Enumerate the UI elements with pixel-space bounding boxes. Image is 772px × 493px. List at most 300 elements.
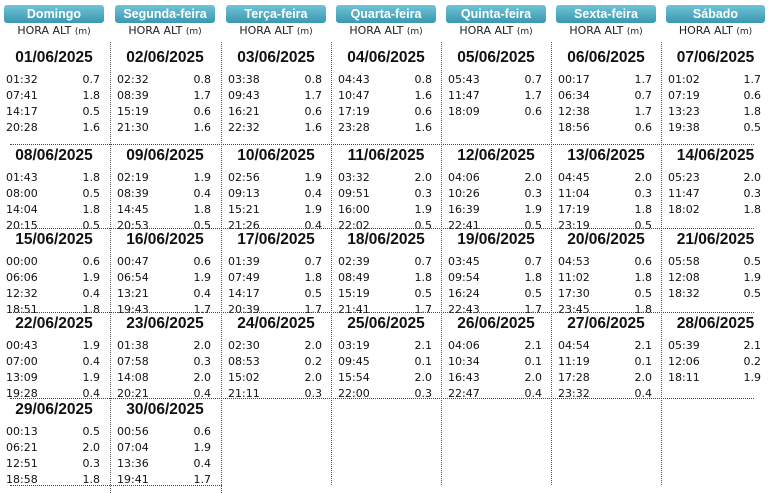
- day-cell: [332, 145, 440, 232]
- day-header: Segunda-feira: [115, 5, 215, 23]
- tide-time: 06:54: [117, 271, 149, 284]
- tide-height: 2.0: [524, 171, 542, 184]
- tide-time: 08:53: [228, 355, 260, 368]
- tide-time: 05:39: [668, 339, 700, 352]
- subheader-unit: (m): [406, 27, 423, 37]
- column-divider: [441, 42, 442, 485]
- tide-time: 10:26: [448, 187, 480, 200]
- row-divider: [10, 485, 222, 486]
- day-cell: [0, 313, 108, 400]
- tide-row: [222, 171, 330, 187]
- tide-time: 00:17: [558, 73, 590, 86]
- tide-height: 0.8: [193, 73, 211, 86]
- day-date: 25/06/2025: [347, 315, 425, 332]
- day-date: 08/06/2025: [15, 147, 93, 164]
- tide-time: 23:32: [558, 387, 590, 400]
- tide-time: 15:21: [228, 203, 260, 216]
- tide-height: 0.6: [193, 425, 211, 438]
- tide-height: 2.0: [82, 441, 100, 454]
- tide-row: [111, 473, 219, 489]
- tide-time: 12:32: [6, 287, 38, 300]
- tide-row: [552, 255, 660, 271]
- tide-height: 0.4: [193, 457, 211, 470]
- tide-row: [222, 387, 330, 403]
- tide-height: 0.4: [634, 387, 652, 400]
- tide-height: 0.5: [193, 219, 211, 232]
- tide-height: 0.6: [193, 255, 211, 268]
- day-date: 18/06/2025: [347, 231, 425, 248]
- row-divider: [10, 398, 754, 399]
- tide-row: [111, 187, 219, 203]
- tide-row: [442, 371, 550, 387]
- tide-height: 1.9: [743, 271, 761, 284]
- tide-time: 15:02: [228, 371, 260, 384]
- tide-height: 1.8: [82, 89, 100, 102]
- tide-height: 1.9: [193, 271, 211, 284]
- tide-height: 1.7: [193, 89, 211, 102]
- tide-height: 2.1: [634, 339, 652, 352]
- tide-time: 23:19: [558, 219, 590, 232]
- tide-height: 1.8: [743, 203, 761, 216]
- tide-height: 0.4: [304, 187, 322, 200]
- tide-height: 0.5: [414, 219, 432, 232]
- tide-time: 20:15: [6, 219, 38, 232]
- tide-time: 11:47: [448, 89, 480, 102]
- tide-height: 0.3: [743, 187, 761, 200]
- tide-row: [0, 121, 108, 137]
- tide-height: 1.7: [193, 303, 211, 316]
- day-cell: [111, 313, 219, 400]
- day-cell: [111, 47, 219, 134]
- tide-row: [662, 105, 769, 121]
- tide-time: 00:00: [6, 255, 38, 268]
- tide-time: 07:00: [6, 355, 38, 368]
- tide-height: 2.0: [414, 171, 432, 184]
- tide-time: 23:28: [338, 121, 370, 134]
- tide-height: 1.7: [524, 303, 542, 316]
- tide-time: 06:34: [558, 89, 590, 102]
- tide-time: 01:39: [228, 255, 260, 268]
- day-cell: [442, 229, 550, 316]
- tide-time: 12:06: [668, 355, 700, 368]
- tide-row: [332, 187, 440, 203]
- tide-time: 07:19: [668, 89, 700, 102]
- tide-time: 16:43: [448, 371, 480, 384]
- day-cell: [222, 313, 330, 400]
- day-date: 16/06/2025: [126, 231, 204, 248]
- day-date: 23/06/2025: [126, 315, 204, 332]
- tide-height: 1.9: [82, 371, 100, 384]
- tide-row: [0, 355, 108, 371]
- tide-height: 1.7: [414, 303, 432, 316]
- tide-height: 1.7: [524, 89, 542, 102]
- tide-time: 16:24: [448, 287, 480, 300]
- day-cell: [332, 47, 440, 134]
- tide-height: 0.5: [634, 219, 652, 232]
- subheader-alt: ALT: [274, 24, 297, 37]
- tide-row: [442, 355, 550, 371]
- tide-time: 09:43: [228, 89, 260, 102]
- tide-time: 22:47: [448, 387, 480, 400]
- tide-time: 20:39: [228, 303, 260, 316]
- tide-height: 0.5: [414, 287, 432, 300]
- column-subheader: [0, 24, 108, 38]
- tide-height: 0.6: [743, 89, 761, 102]
- column-divider: [661, 42, 662, 485]
- tide-row: [552, 73, 660, 89]
- tide-height: 1.7: [743, 73, 761, 86]
- tide-height: 0.6: [193, 105, 211, 118]
- tide-row: [0, 73, 108, 89]
- column-divider: [110, 42, 111, 493]
- day-date: 02/06/2025: [126, 49, 204, 66]
- day-header: Sexta-feira: [556, 5, 656, 23]
- tide-time: 10:47: [338, 89, 370, 102]
- tide-time: 03:19: [338, 339, 370, 352]
- tide-row: [442, 387, 550, 403]
- tide-row: [442, 287, 550, 303]
- tide-row: [111, 339, 219, 355]
- tide-row: [332, 387, 440, 403]
- tide-time: 04:54: [558, 339, 590, 352]
- tide-time: 07:58: [117, 355, 149, 368]
- tide-time: 12:51: [6, 457, 38, 470]
- tide-height: 1.8: [304, 271, 322, 284]
- day-date: 06/06/2025: [567, 49, 645, 66]
- day-header: Sábado: [666, 5, 765, 23]
- tide-time: 11:02: [558, 271, 590, 284]
- tide-row: [442, 203, 550, 219]
- tide-row: [111, 105, 219, 121]
- tide-row: [662, 355, 769, 371]
- tide-row: [0, 371, 108, 387]
- tide-time: 04:45: [558, 171, 590, 184]
- tide-row: [111, 355, 219, 371]
- tide-height: 0.3: [193, 355, 211, 368]
- tide-height: 0.2: [743, 355, 761, 368]
- tide-row: [442, 171, 550, 187]
- tide-row: [222, 255, 330, 271]
- tide-time: 02:32: [117, 73, 149, 86]
- tide-height: 0.6: [634, 255, 652, 268]
- day-cell: [442, 313, 550, 400]
- subheader-unit: (m): [74, 27, 91, 37]
- tide-time: 22:43: [448, 303, 480, 316]
- tide-height: 1.9: [82, 271, 100, 284]
- day-cell: [111, 229, 219, 316]
- tide-time: 20:28: [6, 121, 38, 134]
- tide-time: 09:13: [228, 187, 260, 200]
- subheader-unit: (m): [736, 27, 753, 37]
- tide-row: [222, 371, 330, 387]
- tide-time: 13:23: [668, 105, 700, 118]
- tide-time: 00:13: [6, 425, 38, 438]
- tide-row: [222, 287, 330, 303]
- tide-time: 12:38: [558, 105, 590, 118]
- day-date: 22/06/2025: [15, 315, 93, 332]
- tide-time: 03:45: [448, 255, 480, 268]
- tide-height: 1.6: [414, 89, 432, 102]
- tide-height: 2.1: [524, 339, 542, 352]
- day-cell: [442, 145, 550, 232]
- subheader-alt: ALT: [494, 24, 517, 37]
- tide-time: 02:39: [338, 255, 370, 268]
- tide-time: 02:56: [228, 171, 260, 184]
- tide-time: 22:02: [338, 219, 370, 232]
- tide-height: 0.5: [634, 287, 652, 300]
- tide-height: 0.3: [414, 187, 432, 200]
- tide-row: [111, 171, 219, 187]
- day-date: 01/06/2025: [15, 49, 93, 66]
- tide-height: 0.6: [634, 121, 652, 134]
- tide-row: [111, 73, 219, 89]
- tide-time: 14:08: [117, 371, 149, 384]
- tide-row: [442, 187, 550, 203]
- tide-row: [552, 371, 660, 387]
- tide-height: 1.6: [193, 121, 211, 134]
- tide-height: 1.9: [304, 171, 322, 184]
- tide-row: [0, 89, 108, 105]
- tide-height: 2.0: [634, 371, 652, 384]
- subheader-hora: HORA: [678, 24, 714, 37]
- tide-height: 0.5: [524, 219, 542, 232]
- tide-height: 0.1: [524, 355, 542, 368]
- tide-time: 13:36: [117, 457, 149, 470]
- tide-row: [222, 73, 330, 89]
- tide-time: 08:39: [117, 89, 149, 102]
- tide-row: [111, 457, 219, 473]
- day-date: 15/06/2025: [15, 231, 93, 248]
- day-date: 13/06/2025: [567, 147, 645, 164]
- tide-time: 04:06: [448, 171, 480, 184]
- tide-time: 00:47: [117, 255, 149, 268]
- tide-row: [111, 121, 219, 137]
- tide-time: 16:21: [228, 105, 260, 118]
- tide-row: [0, 171, 108, 187]
- tide-time: 01:02: [668, 73, 700, 86]
- tide-time: 14:45: [117, 203, 149, 216]
- tide-height: 1.7: [634, 73, 652, 86]
- tide-height: 0.5: [524, 287, 542, 300]
- subheader-unit: (m): [516, 27, 533, 37]
- day-cell: [0, 399, 108, 486]
- tide-height: 0.5: [743, 121, 761, 134]
- tide-row: [552, 287, 660, 303]
- tide-row: [332, 171, 440, 187]
- tide-time: 13:09: [6, 371, 38, 384]
- tide-row: [0, 339, 108, 355]
- tide-row: [552, 355, 660, 371]
- tide-height: 1.9: [193, 441, 211, 454]
- tide-height: 1.7: [193, 473, 211, 486]
- tide-row: [0, 441, 108, 457]
- day-date: 05/06/2025: [457, 49, 535, 66]
- tide-height: 0.7: [524, 73, 542, 86]
- day-cell: [332, 229, 440, 316]
- tide-height: 1.8: [82, 303, 100, 316]
- tide-height: 2.0: [414, 371, 432, 384]
- day-date: 11/06/2025: [347, 147, 425, 164]
- tide-row: [222, 339, 330, 355]
- tide-row: [332, 255, 440, 271]
- tide-height: 0.2: [304, 355, 322, 368]
- day-cell: [111, 145, 219, 232]
- tide-height: 1.9: [304, 203, 322, 216]
- day-cell: [662, 47, 769, 134]
- tide-height: 0.4: [82, 387, 100, 400]
- day-date: 26/06/2025: [457, 315, 535, 332]
- day-date: 10/06/2025: [237, 147, 315, 164]
- column-divider: [331, 42, 332, 485]
- tide-row: [662, 203, 769, 219]
- tide-height: 0.8: [304, 73, 322, 86]
- tide-time: 09:51: [338, 187, 370, 200]
- day-date: 29/06/2025: [15, 401, 93, 418]
- tide-row: [442, 255, 550, 271]
- day-cell: [552, 229, 660, 316]
- tide-row: [332, 271, 440, 287]
- tide-time: 23:45: [558, 303, 590, 316]
- row-divider: [10, 312, 754, 313]
- day-cell: [222, 229, 330, 316]
- day-cell: [111, 399, 219, 486]
- tide-height: 0.7: [82, 73, 100, 86]
- day-date: 07/06/2025: [676, 49, 755, 66]
- subheader-unit: (m): [296, 27, 313, 37]
- tide-height: 1.6: [304, 121, 322, 134]
- day-cell: [552, 313, 660, 400]
- tide-time: 18:51: [6, 303, 38, 316]
- tide-row: [442, 73, 550, 89]
- tide-height: 1.8: [524, 271, 542, 284]
- tide-row: [222, 89, 330, 105]
- tide-height: 0.4: [524, 387, 542, 400]
- tide-time: 18:11: [668, 371, 700, 384]
- day-date: 17/06/2025: [237, 231, 315, 248]
- tide-height: 2.0: [743, 171, 761, 184]
- tide-time: 15:54: [338, 371, 370, 384]
- column-subheader: [552, 24, 660, 38]
- tide-time: 19:43: [117, 303, 149, 316]
- tide-height: 0.4: [193, 387, 211, 400]
- day-cell: [662, 313, 769, 397]
- tide-row: [662, 287, 769, 303]
- tide-height: 1.7: [634, 105, 652, 118]
- subheader-alt: ALT: [384, 24, 407, 37]
- tide-time: 07:49: [228, 271, 260, 284]
- tide-row: [552, 339, 660, 355]
- column-subheader: [662, 24, 769, 38]
- day-date: 12/06/2025: [457, 147, 535, 164]
- tide-height: 1.6: [82, 121, 100, 134]
- day-cell: [0, 145, 108, 232]
- tide-row: [662, 271, 769, 287]
- tide-height: 0.5: [82, 187, 100, 200]
- tide-row: [442, 271, 550, 287]
- tide-height: 1.8: [82, 203, 100, 216]
- tide-row: [662, 73, 769, 89]
- tide-row: [0, 105, 108, 121]
- subheader-alt: ALT: [52, 24, 75, 37]
- column-divider: [221, 42, 222, 493]
- tide-time: 03:32: [338, 171, 370, 184]
- column-subheader: [442, 24, 550, 38]
- tide-row: [442, 339, 550, 355]
- tide-time: 22:00: [338, 387, 370, 400]
- day-cell: [222, 47, 330, 134]
- subheader-hora: HORA: [349, 24, 385, 37]
- subheader-hora: HORA: [17, 24, 53, 37]
- tide-time: 19:41: [117, 473, 149, 486]
- tide-time: 20:53: [117, 219, 149, 232]
- subheader-hora: HORA: [128, 24, 164, 37]
- tide-row: [0, 287, 108, 303]
- tide-row: [0, 457, 108, 473]
- day-date: 03/06/2025: [237, 49, 315, 66]
- subheader-unit: (m): [185, 27, 202, 37]
- tide-row: [222, 355, 330, 371]
- tide-row: [222, 105, 330, 121]
- tide-time: 18:09: [448, 105, 480, 118]
- tide-height: 1.8: [634, 303, 652, 316]
- tide-row: [332, 287, 440, 303]
- tide-height: 0.5: [82, 219, 100, 232]
- tide-height: 0.7: [524, 255, 542, 268]
- tide-height: 0.6: [414, 105, 432, 118]
- day-header: Quarta-feira: [336, 5, 436, 23]
- day-cell: [0, 229, 108, 316]
- tide-height: 0.7: [414, 255, 432, 268]
- tide-time: 06:21: [6, 441, 38, 454]
- tide-height: 1.9: [743, 371, 761, 384]
- tide-row: [222, 203, 330, 219]
- tide-time: 10:34: [448, 355, 480, 368]
- column-subheader: [332, 24, 440, 38]
- tide-row: [552, 387, 660, 403]
- tide-time: 08:39: [117, 187, 149, 200]
- tide-time: 07:41: [6, 89, 38, 102]
- tide-height: 0.7: [634, 89, 652, 102]
- tide-height: 0.5: [743, 287, 761, 300]
- subheader-alt: ALT: [604, 24, 627, 37]
- tide-time: 22:32: [228, 121, 260, 134]
- tide-time: 21:26: [228, 219, 260, 232]
- tide-time: 08:00: [6, 187, 38, 200]
- tide-time: 11:47: [668, 187, 700, 200]
- tide-time: 09:45: [338, 355, 370, 368]
- day-cell: [442, 47, 550, 131]
- tide-row: [662, 187, 769, 203]
- tide-height: 1.8: [414, 271, 432, 284]
- tide-row: [0, 255, 108, 271]
- tide-height: 2.1: [414, 339, 432, 352]
- tide-row: [662, 371, 769, 387]
- tide-row: [0, 271, 108, 287]
- day-date: 30/06/2025: [126, 401, 204, 418]
- tide-height: 1.8: [634, 271, 652, 284]
- subheader-hora: HORA: [239, 24, 275, 37]
- subheader-unit: (m): [626, 27, 643, 37]
- tide-height: 2.0: [304, 339, 322, 352]
- tide-height: 0.1: [414, 355, 432, 368]
- tide-height: 0.6: [524, 105, 542, 118]
- column-divider: [551, 42, 552, 485]
- tide-time: 22:41: [448, 219, 480, 232]
- tide-time: 07:04: [117, 441, 149, 454]
- day-cell: [552, 47, 660, 134]
- day-cell: [0, 47, 108, 134]
- tide-row: [332, 203, 440, 219]
